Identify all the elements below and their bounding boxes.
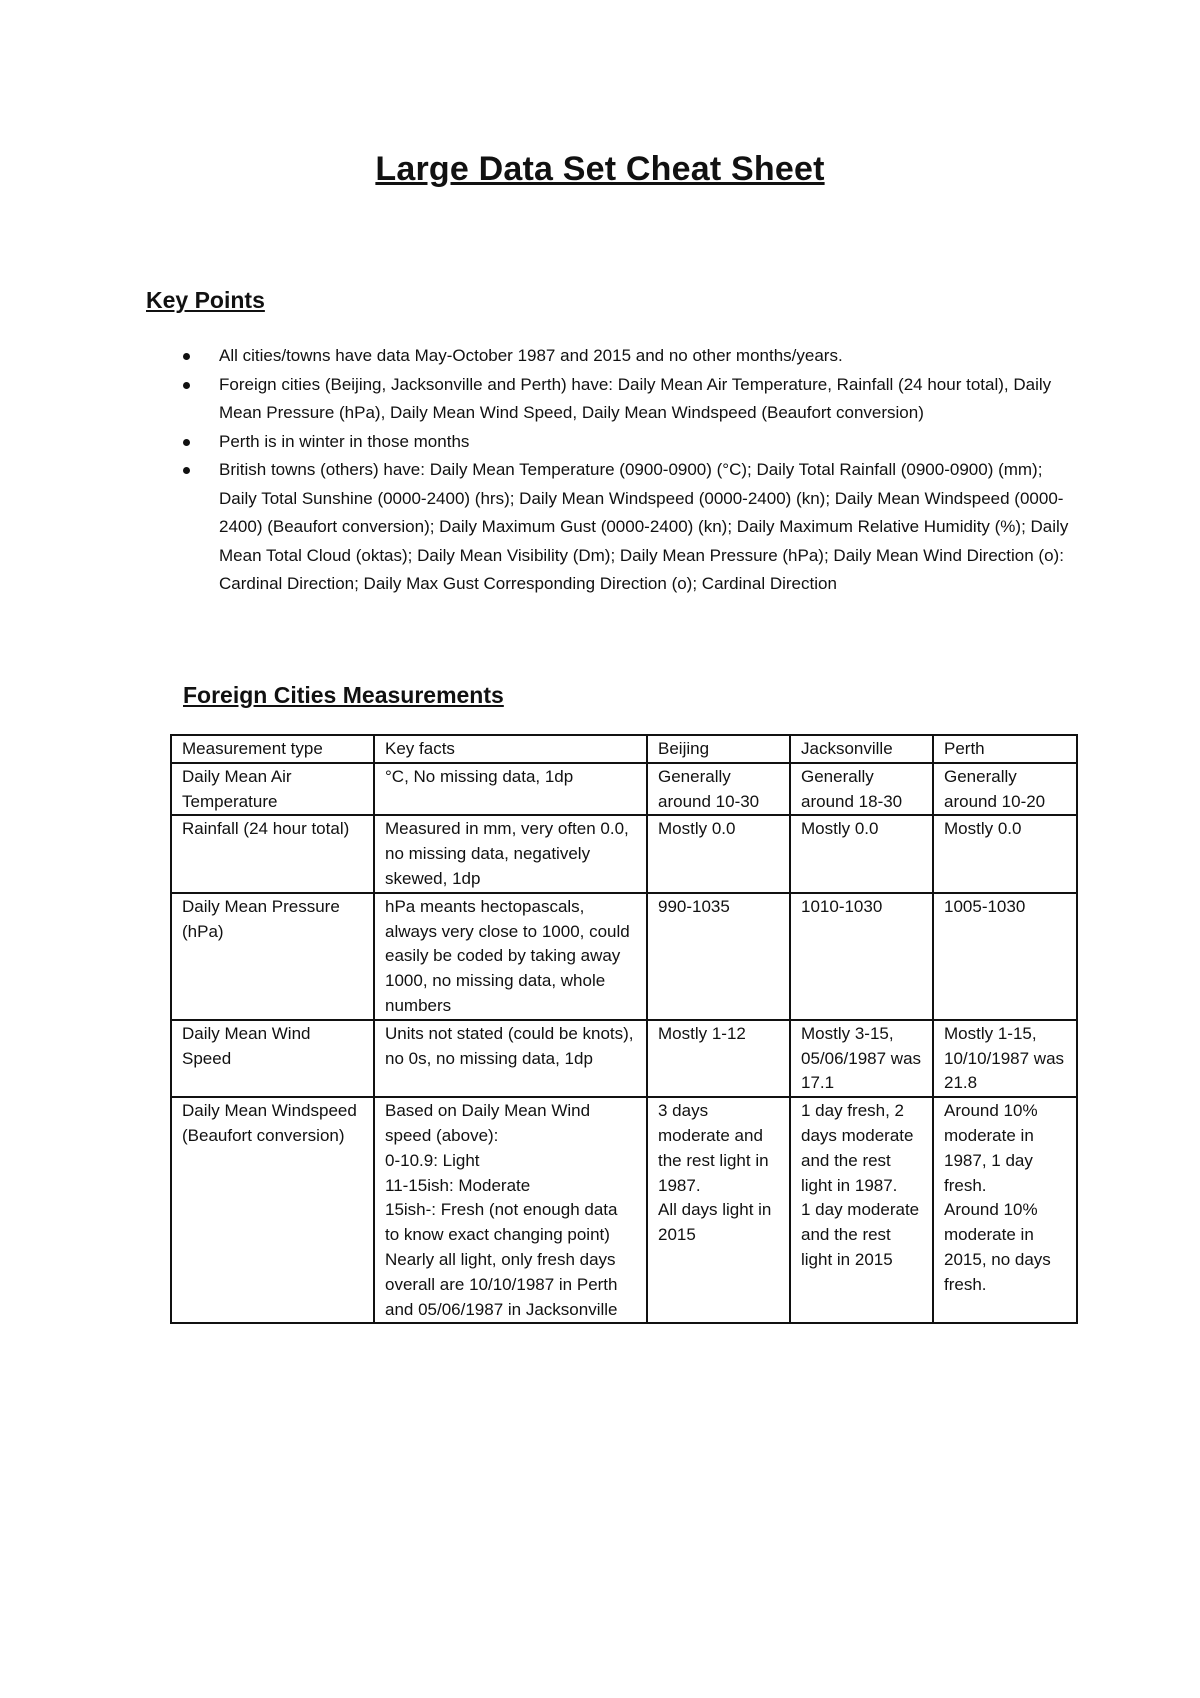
key-facts-cell: Units not stated (could be knots), no 0s, no missing data, 1dp [374,1020,647,1097]
column-header-measurement-type: Measurement type [171,735,374,763]
key-facts-line: 0-10.9: Light [385,1150,480,1170]
jacksonville-cell: 1010-1030 [790,893,933,1020]
perth-cell: Mostly 1-15, 10/10/1987 was 21.8 [933,1020,1077,1097]
beijing-cell: Mostly 1-12 [647,1020,790,1097]
key-points-list [183,342,1073,599]
table-row [171,1020,1077,1097]
perth-cell [933,1097,1077,1323]
key-facts-line: 15ish-: Fresh (not enough data to know exact changing point) [385,1200,618,1245]
measurement-type-cell: Daily Mean Wind Speed [171,1020,374,1097]
perth-cell: Generally around 10-20 [933,763,1077,816]
key-facts-line: Based on Daily Mean Wind speed (above): [385,1101,591,1145]
jacksonville-cell: Generally around 18-30 [790,763,933,816]
perth-cell: 1005-1030 [933,893,1077,1020]
measurement-type-cell: Daily Mean Pressure (hPa) [171,893,374,1020]
measurement-type-cell: Daily Mean Windspeed (Beaufort conversion) [171,1097,374,1323]
bullet-icon [183,382,190,389]
key-points-heading: Key Points [146,287,265,313]
jacksonville-cell: Mostly 0.0 [790,815,933,892]
table-row [171,1097,1077,1323]
column-header-jacksonville: Jacksonville [790,735,933,763]
perth-line: Around 10% moderate in 1987, 1 day fresh. [944,1101,1038,1195]
beijing-cell: 990-1035 [647,893,790,1020]
measurement-type-cell: Daily Mean Air Temperature [171,763,374,816]
key-point-text: Perth is in winter in those months [219,431,470,451]
key-facts-line: 11-15ish: Moderate [385,1175,531,1195]
bullet-icon [183,467,190,474]
key-facts-cell: °C, No missing data, 1dp [374,763,647,816]
foreign-cities-heading: Foreign Cities Measurements [183,682,504,708]
column-header-perth: Perth [933,735,1077,763]
perth-line: Around 10% moderate in 2015, no days fresh. [944,1200,1051,1294]
key-facts-cell [374,1097,647,1323]
list-item [183,371,1073,428]
table-header-row [171,735,1077,763]
key-facts-cell: Measured in mm, very often 0.0, no missing data, negatively skewed, 1dp [374,815,647,892]
table-row [171,763,1077,816]
beijing-cell: Mostly 0.0 [647,815,790,892]
bullet-icon [183,439,190,446]
column-header-beijing: Beijing [647,735,790,763]
beijing-cell [647,1097,790,1323]
jacksonville-cell [790,1097,933,1323]
bullet-icon [183,353,190,360]
list-item [183,342,1073,371]
beijing-cell: Generally around 10-30 [647,763,790,816]
table-row [171,893,1077,1020]
jacksonville-line: 1 day fresh, 2 days moderate and the rest light in 1987. [801,1101,914,1195]
list-item [183,456,1073,599]
jacksonville-line: 1 day moderate and the rest light in 2015 [801,1200,920,1269]
key-point-text: All cities/towns have data May-October 1987 and 2015 and no other months/years. [219,346,843,365]
list-item [183,428,1073,457]
foreign-cities-table [170,734,1078,1324]
document-title: Large Data Set Cheat Sheet [375,150,825,188]
key-point-text: British towns (others) have: Daily Mean Temperature (0900-0900) (°C); Daily Total Rainfall (0900-0900) (mm); Daily Total Sunshine (0000-2400) (hrs); Daily Mean Windspeed (0000-2400) (kn); Daily Mean Windspeed (0000-2400) (Beaufort conversion); Daily Maximum Gust (0000-2400) (kn); Daily Maximum Relative Humidity (%); Daily Mean Total Cloud (oktas); Daily Mean Visibility (Dm); Daily Mean Pressure (hPa); Daily Mean Wind Direction (o): Cardinal Direction; Daily Max Gust Corresponding Direction (o); Cardinal Direction [219,460,1069,593]
jacksonville-cell: Mostly 3-15, 05/06/1987 was 17.1 [790,1020,933,1097]
measurement-type-cell: Rainfall (24 hour total) [171,815,374,892]
table-row [171,815,1077,892]
key-facts-cell: hPa meants hectopascals, always very close to 1000, could easily be coded by taking away 1000, no missing data, whole numbers [374,893,647,1020]
column-header-key-facts: Key facts [374,735,647,763]
key-point-text: Foreign cities (Beijing, Jacksonville and Perth) have: Daily Mean Air Temperature, Rainfall (24 hour total), Daily Mean Pressure (hPa), Daily Mean Wind Speed, Daily Mean Windspeed (Beaufort conversion) [219,374,1052,422]
beijing-line: All days light in 2015 [658,1200,772,1245]
beijing-line: 3 days moderate and the rest light in 1987. [658,1101,769,1195]
key-facts-line: Nearly all light, only fresh days overall are 10/10/1987 in Perth and 05/06/1987 in Jacksonville [385,1249,618,1319]
perth-cell: Mostly 0.0 [933,815,1077,892]
